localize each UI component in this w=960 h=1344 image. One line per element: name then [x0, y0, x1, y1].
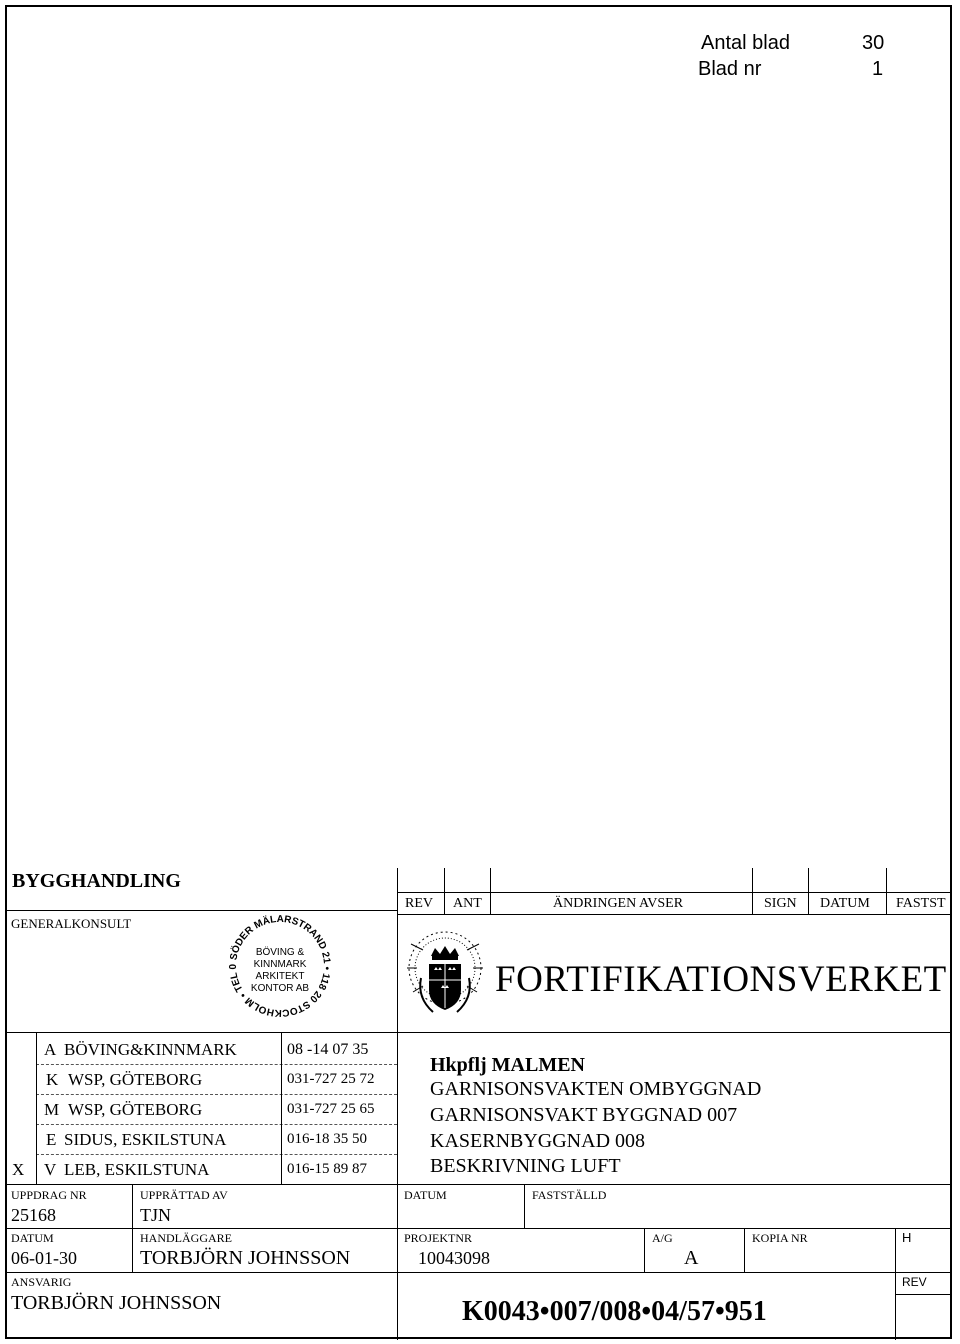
project-line-3: KASERNBYGGNAD 008	[430, 1130, 646, 1152]
fields-col-line-1	[132, 1184, 133, 1272]
fields-col-line-4	[744, 1228, 745, 1272]
handlaggare-label: HANDLÄGGARE	[140, 1231, 232, 1245]
rev-header-sign: SIGN	[764, 896, 797, 911]
rev-col-line-4	[808, 868, 809, 914]
consultant-phone: 016-18 35 50	[287, 1131, 367, 1147]
stamp-line-4: KONTOR AB	[250, 983, 310, 994]
fields-col-line-3	[644, 1228, 645, 1272]
fields-low-line	[5, 1272, 952, 1273]
fields-top-line	[5, 1184, 952, 1185]
document-number: K0043•007/008•04/57•951	[462, 1296, 767, 1327]
company-stamp	[226, 912, 334, 1020]
handlaggare-value: TORBJÖRN JOHNSSON	[140, 1247, 351, 1269]
stamp-line-2: KINNMARK	[253, 959, 307, 970]
stamp-ring-text: SÖDER MÄLARSTRAND 21 • 118 20 STOCKHOLM • TEL 0	[227, 913, 333, 1019]
consultant-code: A	[44, 1040, 57, 1059]
consultant-code: K	[46, 1070, 59, 1089]
coat-of-arms-icon	[403, 918, 487, 1030]
rev-header-ant: ANT	[453, 896, 482, 911]
handling-title: BYGGHANDLING	[12, 870, 181, 892]
consultant-row-divider	[36, 1154, 397, 1155]
datum-label-right: DATUM	[404, 1188, 447, 1202]
consultant-row-divider	[36, 1094, 397, 1095]
consultants-top-line	[5, 1032, 952, 1033]
uppdrag-nr-label: UPPDRAG NR	[11, 1188, 87, 1202]
rev-header-rev: REV	[405, 896, 433, 911]
ansvarig-value: TORBJÖRN JOHNSSON	[11, 1292, 222, 1314]
fields-col-line-2	[524, 1184, 525, 1228]
rev-header-fastst: FASTST	[896, 896, 946, 911]
ansvarig-label: ANSVARIG	[11, 1275, 72, 1289]
consultant-phone: 016-15 89 87	[287, 1161, 367, 1177]
rev-header-datum: DATUM	[820, 896, 870, 911]
stamp-line-3: ARKITEKT	[255, 971, 305, 982]
consultant-mark: X	[12, 1160, 25, 1179]
fields-mid-line	[5, 1228, 952, 1229]
ag-value: A	[684, 1247, 699, 1269]
generalkonsult-line	[5, 910, 397, 911]
kopia-nr-label: KOPIA NR	[752, 1231, 808, 1245]
consultant-name: LEB, ESKILSTUNA	[64, 1160, 210, 1179]
generalkonsult-label: GENERALKONSULT	[11, 916, 132, 931]
rev-col-line-1	[444, 868, 445, 914]
project-line-4: BESKRIVNING LUFT	[430, 1155, 621, 1177]
rev-cell-line	[895, 1294, 952, 1295]
consultant-phone: 031-727 25 65	[287, 1101, 375, 1117]
consultant-phone-col-line	[281, 1032, 282, 1184]
consultant-code: E	[46, 1130, 57, 1149]
upprattad-av-value: TJN	[140, 1205, 171, 1225]
h-label: H	[902, 1230, 912, 1245]
project-title: Hkpflj MALMEN	[430, 1054, 585, 1076]
consultant-phone: 031-727 25 72	[287, 1071, 375, 1087]
consultant-name: WSP, GÖTEBORG	[68, 1070, 203, 1089]
projektnr-value: 10043098	[418, 1248, 490, 1268]
rev-header-bottom-line	[397, 914, 952, 915]
datum-value: 06-01-30	[11, 1248, 77, 1268]
ag-label: A/G	[652, 1231, 673, 1245]
upprattad-av-label: UPPRÄTTAD AV	[140, 1188, 228, 1202]
blad-nr-label: Blad nr	[698, 58, 762, 80]
stamp-line-1: BÖVING &	[255, 947, 305, 958]
antal-blad-label: Antal blad	[701, 32, 790, 54]
title-block-divider	[397, 868, 398, 1340]
consultant-row-divider	[36, 1064, 397, 1065]
consultant-name: WSP, GÖTEBORG	[68, 1100, 203, 1119]
rev-col-line-5	[886, 868, 887, 914]
rev-label: REV	[902, 1275, 927, 1289]
project-line-1: GARNISONSVAKTEN OMBYGGNAD	[430, 1078, 762, 1100]
antal-blad-value: 30	[862, 32, 885, 54]
consultant-code: V	[44, 1160, 57, 1179]
project-line-2: GARNISONSVAKT BYGGNAD 007	[430, 1104, 738, 1126]
fields-col-line-5	[895, 1228, 896, 1340]
consultant-code: M	[44, 1100, 60, 1119]
consultant-mark-col-line	[36, 1032, 37, 1184]
datum-label: DATUM	[11, 1231, 54, 1245]
organization-name: FORTIFIKATIONSVERKET	[495, 959, 947, 1000]
rev-col-line-2	[490, 868, 491, 914]
consultant-name: BÖVING&KINNMARK	[64, 1040, 237, 1059]
uppdrag-nr-value: 25168	[11, 1205, 56, 1225]
consultant-phone: 08 -14 07 35	[287, 1041, 369, 1058]
faststalld-label: FASTSTÄLLD	[532, 1188, 607, 1202]
consultant-name: SIDUS, ESKILSTUNA	[64, 1130, 227, 1149]
rev-header-andringen: ÄNDRINGEN AVSER	[553, 896, 684, 911]
blad-nr-value: 1	[872, 58, 884, 80]
projektnr-label: PROJEKTNR	[404, 1231, 473, 1245]
rev-header-top-line	[397, 892, 952, 893]
consultant-row-divider	[36, 1124, 397, 1125]
rev-col-line-3	[752, 868, 753, 914]
